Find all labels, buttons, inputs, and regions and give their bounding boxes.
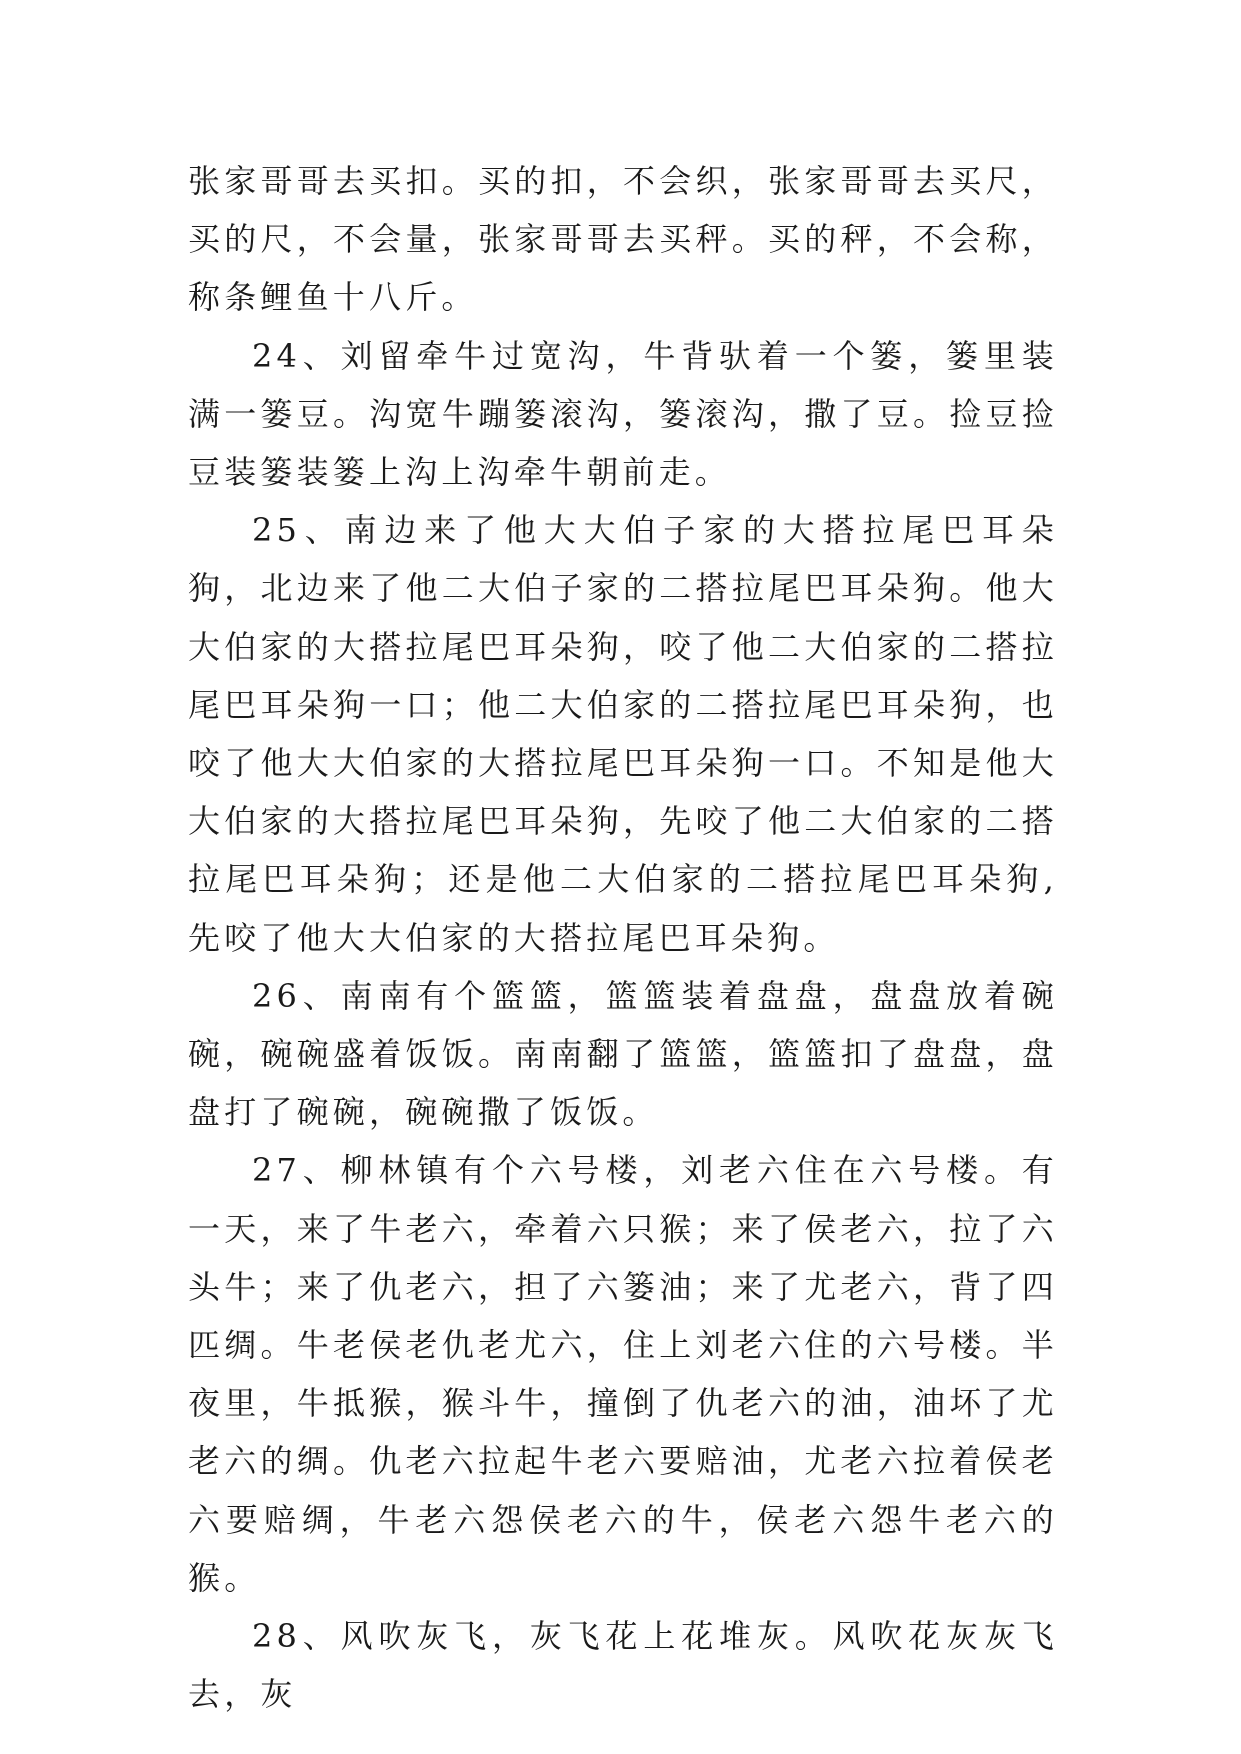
paragraph-27: 27、柳林镇有个六号楼，刘老六住在六号楼。有一天，来了牛老六，牵着六只猴；来了侯老六，拉了六头牛；来了仇老六，担了六篓油；来了尤老六，背了四匹绸。牛老侯老仇老尤六，住上刘老六住的六号楼。半夜里，牛抵猴，猴斗牛，撞倒了仇老六的油，油坏了尤老六的绸。仇老六拉起牛老六要赔油，尤老六拉着侯老六要赔绸，牛老六怨侯老六的牛，侯老六怨牛老六的猴。 bbox=[188, 1151, 1058, 1597]
paragraph-24: 24、刘留牵牛过宽沟，牛背驮着一个篓，篓里装满一篓豆。沟宽牛蹦篓滚沟，篓滚沟，撒了豆。捡豆捡豆装篓装篓上沟上沟牵牛朝前走。 bbox=[188, 336, 1058, 492]
paragraph-25: 25、南边来了他大大伯子家的大搭拉尾巴耳朵狗，北边来了他二大伯子家的二搭拉尾巴耳朵狗。他大大伯家的大搭拉尾巴耳朵狗，咬了他二大伯家的二搭拉尾巴耳朵狗一口；他二大伯家的二搭拉尾巴耳朵狗，也咬了他大大伯家的大搭拉尾巴耳朵狗一口。不知是他大大伯家的大搭拉尾巴耳朵狗，先咬了他二大伯家的二搭拉尾巴耳朵狗；还是他二大伯家的二搭拉尾巴耳朵狗,先咬了他大大伯家的大搭拉尾巴耳朵狗。 bbox=[188, 511, 1058, 957]
paragraph-28: 28、风吹灰飞，灰飞花上花堆灰。风吹花灰灰飞去，灰 bbox=[188, 1617, 1058, 1714]
document-body bbox=[188, 152, 1058, 1723]
paragraph-23-continuation: 张家哥哥去买扣。买的扣，不会织，张家哥哥去买尺，买的尺，不会量，张家哥哥去买秤。买的秤，不会称，称条鲤鱼十八斤。 bbox=[188, 162, 1058, 317]
paragraph-26: 26、南南有个篮篮，篮篮装着盘盘，盘盘放着碗碗，碗碗盛着饭饭。南南翻了篮篮，篮篮扣了盘盘，盘盘打了碗碗，碗碗撒了饭饭。 bbox=[188, 976, 1058, 1132]
